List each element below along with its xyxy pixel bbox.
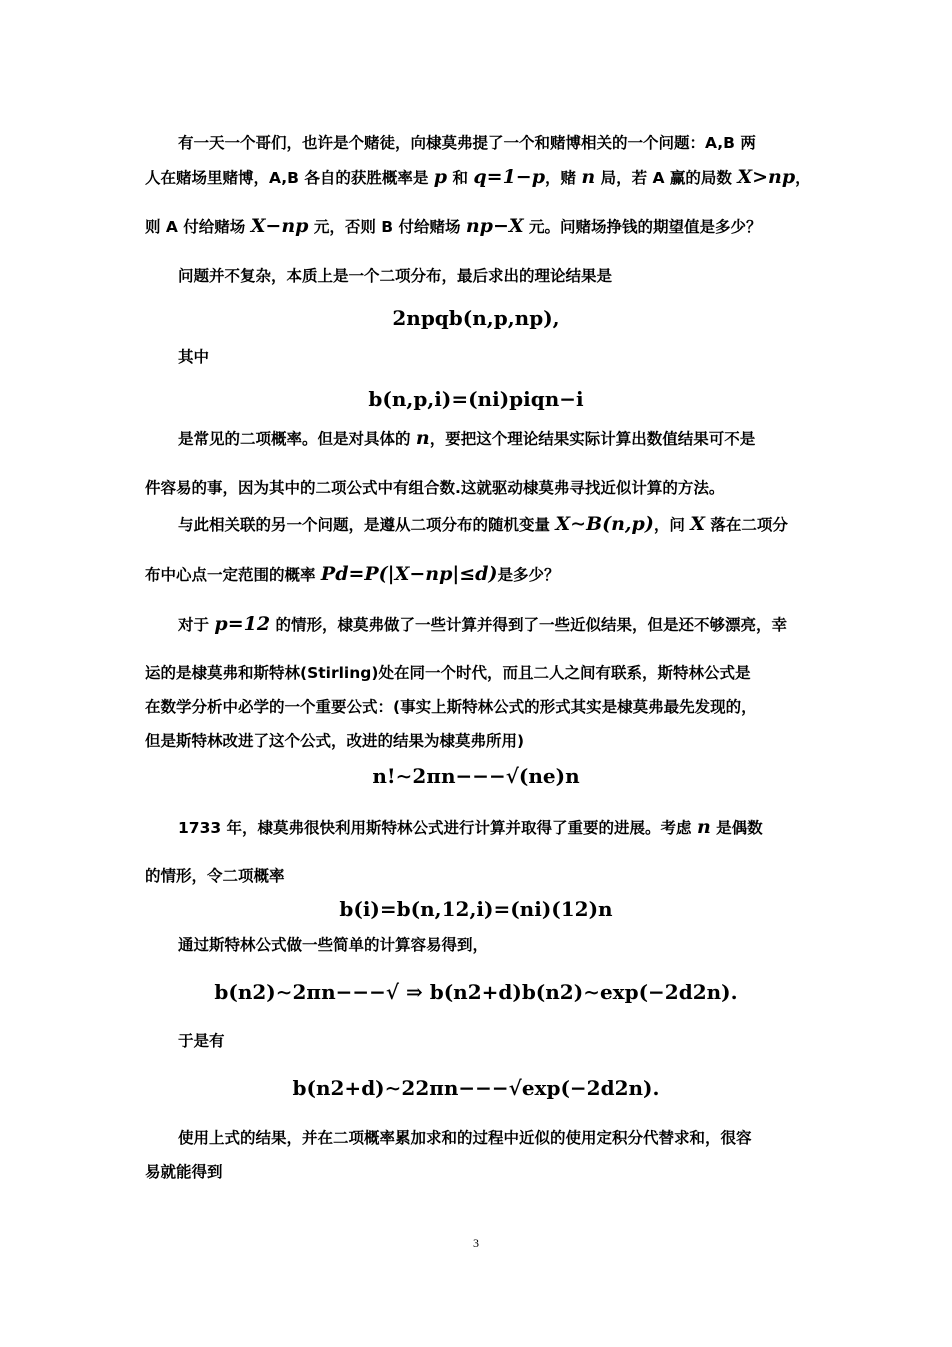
text: 和 [447, 169, 474, 187]
math-inline: X [690, 513, 705, 535]
text: 人在赌场里赌博，A,B 各自的获胜概率是 [145, 169, 434, 187]
text: 运的是棣莫弗和斯特林(Stirling)处在同一个时代，而且二人之间有联系，斯特林公式是 [145, 664, 751, 682]
text: 件容易的事，因为其中的二项公式中有组合数.这就驱动棣莫弗寻找近似计算的方法。 [145, 479, 725, 497]
paragraph-line [178, 264, 612, 286]
text: 是常见的二项概率。但是对具体的 [178, 430, 416, 448]
formula-expected-value: 2npqb(n,p,np), [392, 306, 560, 330]
text: ，赌 [545, 169, 582, 187]
math-inline: X>np [737, 166, 796, 188]
paragraph-line [178, 613, 787, 635]
math-inline: n [415, 427, 430, 449]
paragraph-line [178, 427, 755, 449]
text: 是多少？ [497, 566, 560, 584]
text: 使用上式的结果，并在二项概率累加求和的过程中近似的使用定积分代替求和，很容 [178, 1129, 752, 1147]
paragraph-line [178, 345, 209, 367]
text: 的情形，棣莫弗做了一些计算并得到了一些近似结果，但是还不够漂亮，幸 [270, 616, 787, 634]
math-inline: Pd=P(|X−np|≤d) [320, 563, 498, 585]
text: 则 A 付给赌场 [145, 218, 251, 236]
text: 对于 [178, 616, 215, 634]
paragraph-line [145, 864, 285, 886]
math-inline: X−np [250, 215, 309, 237]
paragraph-line [178, 1029, 225, 1051]
paragraph-line [145, 729, 524, 751]
paragraph-line [178, 513, 788, 535]
formula-binomial-half: b(i)=b(n,12,i)=(ni)(12)n [339, 897, 613, 921]
text: 有一天一个哥们，也许是个赌徒，向棣莫弗提了一个和赌博相关的一个问题：A,B 两 [178, 134, 756, 152]
text: 通过斯特林公式做一些简单的计算容易得到， [178, 936, 489, 954]
formula-ratio: b(n2)∼2πn−−−√ ⇒ b(n2+d)b(n2)∼exp(−2d2n). [214, 980, 738, 1004]
text: 元。问赌场挣钱的期望值是多少？ [523, 218, 762, 236]
text: ，问 [653, 516, 691, 534]
text: 1733 年，棣莫弗很快利用斯特林公式进行计算并取得了重要的进展。考虑 [178, 819, 697, 837]
paragraph-line [178, 933, 488, 955]
math-inline: np−X [465, 215, 524, 237]
text: 是偶数 [710, 819, 763, 837]
page-number: 3 [473, 1236, 479, 1250]
paragraph-line [178, 1126, 752, 1148]
text: 于是有 [178, 1032, 225, 1050]
text: 问题并不复杂，本质上是一个二项分布，最后求出的理论结果是 [178, 267, 613, 285]
text: 局，若 A 赢的局数 [595, 169, 738, 187]
text: 其中 [178, 348, 210, 366]
paragraph-line [178, 131, 756, 153]
paragraph-line [145, 695, 757, 717]
paragraph-line [145, 563, 559, 585]
paragraph-line [145, 661, 750, 683]
text: 元，否则 B 付给赌场 [308, 218, 466, 236]
math-inline: n [696, 816, 711, 838]
math-inline: q=1−p [473, 166, 546, 188]
paragraph-line [178, 816, 763, 838]
paragraph-line [145, 215, 762, 237]
text: 在数学分析中必学的一个重要公式：(事实上斯特林公式的形式其实是棣莫弗最先发现的， [145, 698, 757, 716]
text: ， [795, 169, 811, 187]
formula-stirling: n!∼2πn−−−√(ne)n [372, 764, 580, 788]
math-inline: p=12 [214, 613, 271, 635]
text: 布中心点一定范围的概率 [145, 566, 321, 584]
formula-approximation: b(n2+d)∼22πn−−−√exp(−2d2n). [292, 1076, 660, 1100]
paragraph-line [145, 476, 724, 498]
paragraph-line [145, 166, 811, 188]
text: 但是斯特林改进了这个公式，改进的结果为棣莫弗所用) [145, 732, 525, 750]
math-inline: X∼B(n,p) [555, 513, 654, 535]
formula-binomial: b(n,p,i)=(ni)piqn−i [368, 387, 584, 411]
math-inline: p [433, 166, 448, 188]
paragraph-line [145, 1160, 223, 1182]
text: ，要把这个理论结果实际计算出数值结果可不是 [429, 430, 756, 448]
text: 与此相关联的另一个问题，是遵从二项分布的随机变量 [178, 516, 556, 534]
text: 落在二项分 [704, 516, 788, 534]
math-inline: n [581, 166, 596, 188]
text: 易就能得到 [145, 1163, 223, 1181]
text: 的情形，令二项概率 [145, 867, 285, 885]
